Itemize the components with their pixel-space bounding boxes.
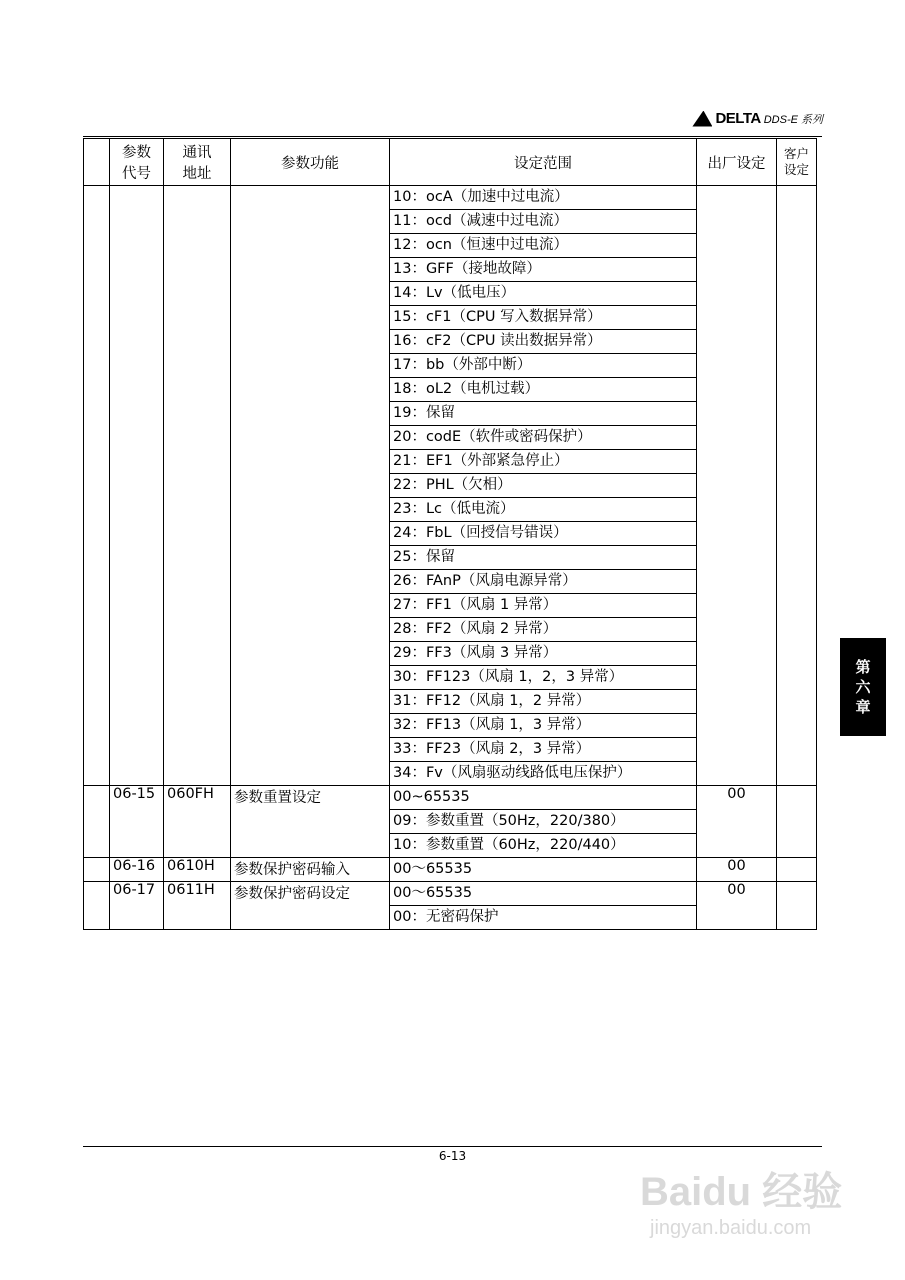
range-cell: 20：codE（软件或密码保护）	[390, 426, 697, 450]
addr-cell	[164, 186, 231, 786]
range-cell: 13：GFF（接地故障）	[390, 258, 697, 282]
func-cell: 参数保护密码输入	[231, 858, 390, 882]
customer-cell	[777, 882, 817, 930]
table-row-06-17	[84, 882, 817, 906]
range-cell: 26：FAnP（风扇电源异常）	[390, 570, 697, 594]
footer-rule	[83, 1146, 822, 1147]
range-cell: 24：FbL（回授信号错误）	[390, 522, 697, 546]
range-cell: 14：Lv（低电压）	[390, 282, 697, 306]
code-cell: 06-17	[110, 882, 164, 930]
func-cell	[231, 186, 390, 786]
range-cell: 27：FF1（风扇 1 异常）	[390, 594, 697, 618]
table-row-06-15	[84, 786, 817, 810]
range-cell: 21：EF1（外部紧急停止）	[390, 450, 697, 474]
table-header-row	[84, 139, 817, 186]
addr-cell: 060FH	[164, 786, 231, 858]
range-cell: 00：无密码保护	[390, 906, 697, 930]
chapter-tab	[840, 638, 886, 736]
range-cell: 28：FF2（风扇 2 异常）	[390, 618, 697, 642]
range-cell: 00～65535	[390, 882, 697, 906]
range-cell: 19：保留	[390, 402, 697, 426]
header-customer: 客户 设定	[777, 139, 817, 186]
customer-cell	[777, 786, 817, 858]
range-cell: 23：Lc（低电流）	[390, 498, 697, 522]
range-cell: 22：PHL（欠相）	[390, 474, 697, 498]
factory-cell: 00	[697, 882, 777, 930]
parameter-table	[83, 138, 817, 930]
header-addr: 通讯 地址	[164, 139, 231, 186]
header-rule	[83, 136, 822, 137]
page-header	[692, 110, 823, 127]
header-func: 参数功能	[231, 139, 390, 186]
range-cell: 29：FF3（风扇 3 异常）	[390, 642, 697, 666]
range-cell: 30：FF123（风扇 1，2，3 异常）	[390, 666, 697, 690]
range-cell: 33：FF23（风扇 2，3 异常）	[390, 738, 697, 762]
header-range: 设定范围	[390, 139, 697, 186]
page-number: 6-13	[438, 1149, 467, 1163]
range-cell: 16：cF2（CPU 读出数据异常）	[390, 330, 697, 354]
range-cell: 10：ocA（加速中过电流）	[390, 186, 697, 210]
watermark-url: jingyan.baidu.com	[650, 1217, 812, 1239]
header-blank	[84, 139, 110, 186]
code-cell: 06-16	[110, 858, 164, 882]
baidu-watermark	[640, 1160, 850, 1250]
chapter-char: 第	[855, 658, 871, 676]
range-cell: 00~65535	[390, 786, 697, 810]
addr-cell: 0611H	[164, 882, 231, 930]
series-label: DDS-E 系列	[763, 113, 823, 126]
range-cell: 09：参数重置（50Hz，220/380）	[390, 810, 697, 834]
range-cell: 18：oL2（电机过载）	[390, 378, 697, 402]
factory-cell	[697, 186, 777, 786]
header-code: 参数 代号	[110, 139, 164, 186]
range-cell: 32：FF13（风扇 1，3 异常）	[390, 714, 697, 738]
blank-cell	[84, 786, 110, 858]
delta-logo-text: DELTA	[715, 110, 761, 127]
code-cell	[110, 186, 164, 786]
blank-cell	[84, 882, 110, 930]
range-cell: 17：bb（外部中断）	[390, 354, 697, 378]
factory-cell: 00	[697, 858, 777, 882]
range-cell: 15：cF1（CPU 写入数据异常）	[390, 306, 697, 330]
range-cell: 25：保留	[390, 546, 697, 570]
code-cell: 06-15	[110, 786, 164, 858]
addr-cell: 0610H	[164, 858, 231, 882]
customer-cell	[777, 858, 817, 882]
factory-cell: 00	[697, 786, 777, 858]
delta-logo-icon	[692, 111, 712, 127]
func-cell: 参数重置设定	[231, 786, 390, 858]
header-factory: 出厂设定	[697, 139, 777, 186]
range-cell: 11：ocd（减速中过电流）	[390, 210, 697, 234]
blank-cell	[84, 858, 110, 882]
blank-cell	[84, 186, 110, 786]
range-cell: 10：参数重置（60Hz，220/440）	[390, 834, 697, 858]
func-cell: 参数保护密码设定	[231, 882, 390, 930]
range-cell: 34：Fv（风扇驱动线路低电压保护）	[390, 762, 697, 786]
range-cell: 12：ocn（恒速中过电流）	[390, 234, 697, 258]
table-row-06-16	[84, 858, 817, 882]
watermark-brand: Baidu 经验	[640, 1170, 843, 1214]
customer-cell	[777, 186, 817, 786]
chapter-char: 章	[855, 698, 871, 716]
chapter-char: 六	[855, 678, 871, 696]
table-row	[84, 186, 817, 210]
range-cell: 31：FF12（风扇 1，2 异常）	[390, 690, 697, 714]
range-cell: 00～65535	[390, 858, 697, 882]
